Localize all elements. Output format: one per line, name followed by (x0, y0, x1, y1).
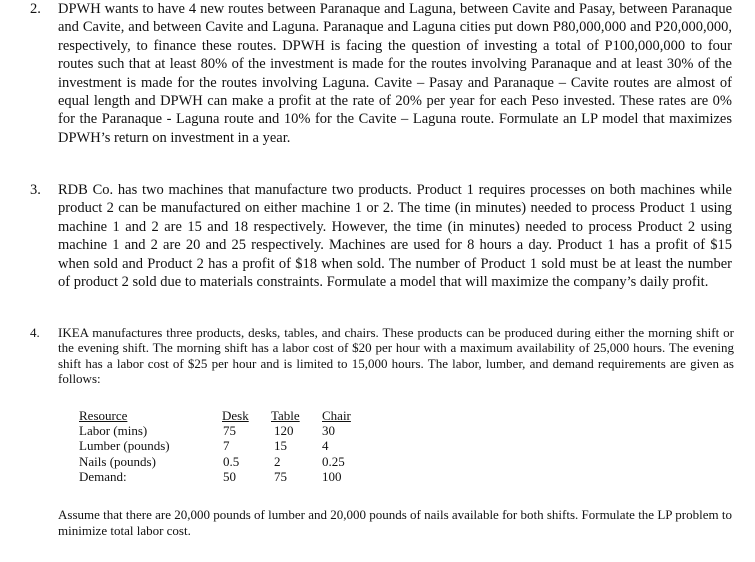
table-cell: 50 (223, 468, 236, 484)
problem-number: 4. (30, 325, 40, 340)
table-cell: Nails (pounds) (79, 453, 156, 469)
table-row (79, 438, 362, 453)
problem-number: 2. (30, 1, 41, 17)
problem-number: 3. (30, 182, 41, 198)
table-cell: 75 (274, 468, 287, 484)
table-cell: Labor (mins) (79, 423, 148, 439)
table-cell: 30 (322, 423, 335, 439)
table-cell: 7 (223, 438, 230, 454)
table-header-cell: Desk (222, 408, 249, 423)
table-cell: 0.25 (322, 453, 345, 469)
table-cell: 15 (274, 438, 287, 454)
table-cell: Demand: (79, 468, 127, 484)
table-cell: 4 (322, 438, 329, 454)
problem-text: IKEA manufactures three products, desks, tables, and chairs. These products can be produced during either the morning shift or the evening shift. The morning shift has a labor cost of $20 per hour with a maximum availability of 25,000 hours. The evening shift has a labor cost of $25 per hour and is limited to 15,000 hours. The labor, lumber, and demand requirements are given as follows: (58, 325, 734, 387)
problem-text: DPWH wants to have 4 new routes between Paranaque and Laguna, between Cavite and Pasay, between Paranaque and Cavite, and between Cavite and Laguna. Paranaque and Laguna cities put down P80,000,000 and P20,000,000, respectively, to finance these routes. DPWH is facing the question of investing a total of P100,000,000 to four routes such that at least 80% of the investment is made for the routes involving Paranaque and at least 30% of the investment is made for the routes involving Laguna. Cavite – Pasay and Paranaque – Cavite routes are almost of equal length and DPWH can make a profit at the rate of 20% per year for each Peso invested. These rates are 0% for the Paranaque - Laguna route and 10% for the Cavite – Laguna route. Formulate an LP model that maximizes DPWH’s return on investment in a year. (58, 1, 732, 146)
table-header-row (79, 408, 362, 423)
requirements-table (79, 408, 362, 484)
table-cell: 100 (322, 468, 342, 484)
problem-note: Assume that there are 20,000 pounds of lumber and 20,000 pounds of nails available for both shifts. Formulate the LP problem to minimize total labor cost. (58, 507, 732, 538)
table-header-cell: Table (271, 408, 300, 423)
table-row (79, 454, 362, 469)
table-header-cell: Resource (79, 408, 128, 423)
table-row (79, 423, 362, 438)
table-cell: 75 (223, 423, 236, 439)
problem-text: RDB Co. has two machines that manufacture two products. Product 1 requires processes on both machines while product 2 can be manufactured on either machine 1 or 2. The time (in minutes) needed to process Product 1 using machine 1 and 2 are 15 and 18 respectively. However, the time (in minutes) needed to process Product 2 using machine 1 and 2 are 20 and 25 respectively. Machines are used for 8 hours a day. Product 1 has a profit of $15 when sold and Product 2 has a profit of $18 when sold. The number of Product 1 sold must be at least the number of product 2 sold due to materials constraints. Formulate a model that will maximize the company’s daily profit. (58, 182, 732, 291)
table-cell: 0.5 (223, 453, 240, 469)
table-cell: 2 (274, 453, 281, 469)
table-cell: Lumber (pounds) (79, 438, 170, 454)
table-header-cell: Chair (322, 408, 351, 423)
table-row (79, 469, 362, 484)
table-cell: 120 (274, 423, 294, 439)
